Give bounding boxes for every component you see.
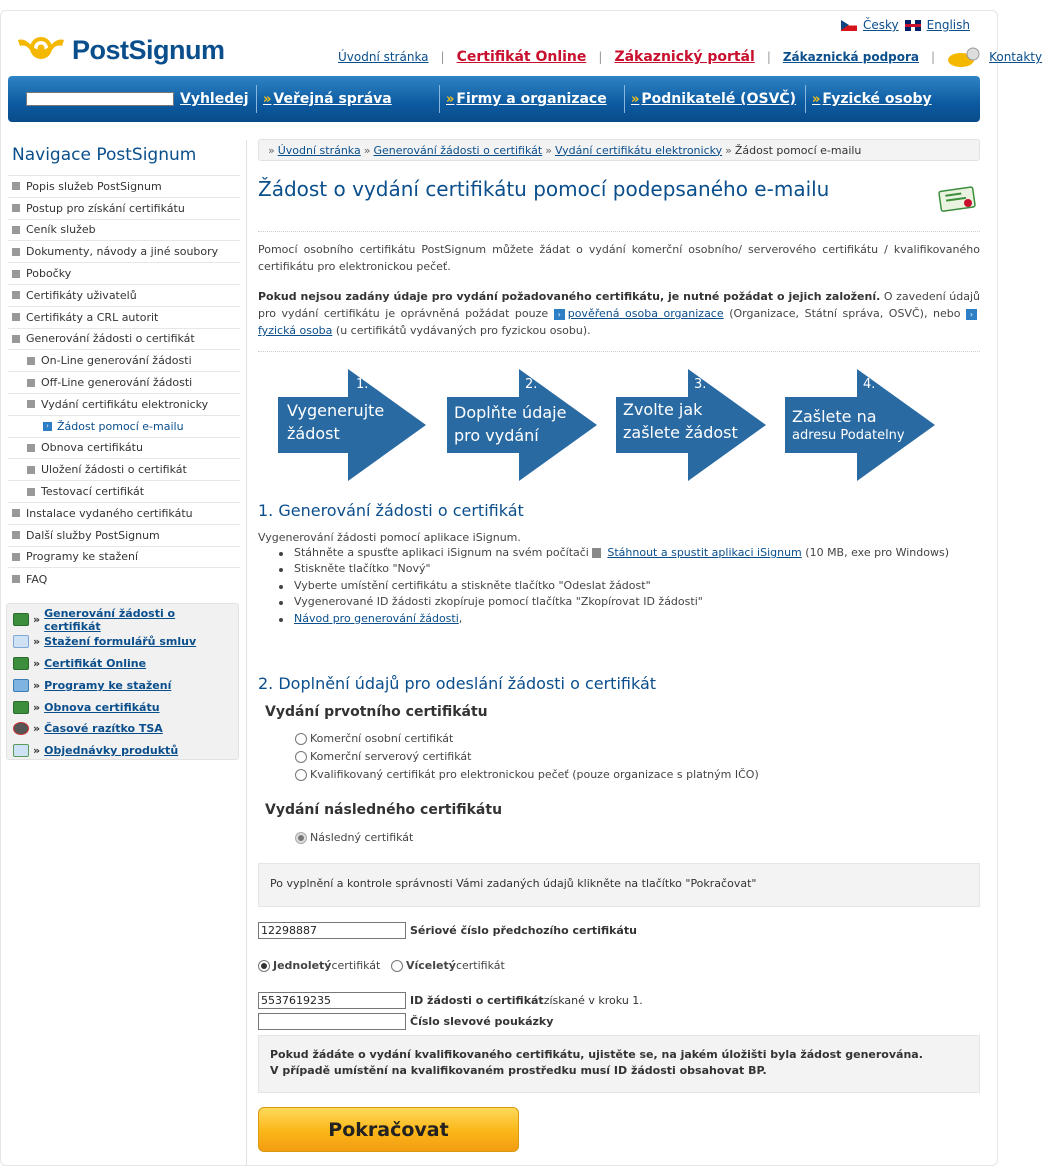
- bullet-icon: [27, 488, 35, 496]
- radio-one-year[interactable]: [258, 959, 380, 972]
- list-item: [276, 611, 949, 627]
- request-id-field: [258, 992, 643, 1009]
- quick-links-box: [6, 603, 239, 760]
- nav-label: Dokumenty, návody a jiné soubory: [26, 245, 219, 259]
- intro-text: Pomocí osobního certifikátu PostSignum můžete žádat o vydání komerční osobního/ serverového certifikátu / kvalifikovaného certifikátu pro elektronickou pečeť.: [258, 243, 980, 273]
- download-icon: [592, 548, 601, 558]
- customer-support-link[interactable]: Zákaznická podpora: [782, 50, 920, 64]
- left-navigation-title: Navigace PostSignum: [8, 140, 240, 176]
- breadcrumb-link[interactable]: Vydání certifikátu elektronicky: [554, 143, 723, 157]
- radio-subsequent[interactable]: [295, 831, 413, 844]
- bullet-icon: [12, 553, 20, 561]
- natural-person-link[interactable]: fyzická osoba: [258, 324, 333, 337]
- radio-label-bold: Víceletý: [406, 959, 456, 972]
- process-steps: [278, 369, 938, 481]
- radio-button-selected[interactable]: [295, 832, 307, 844]
- nav-label: Popis služeb PostSignum: [26, 179, 162, 193]
- bullet-icon: [27, 379, 35, 387]
- radio-label-bold: Jednoletý: [273, 959, 332, 972]
- notice-part: (Organizace, Státní správa, OSVČ), nebo: [723, 307, 966, 320]
- step-text: žádost: [287, 424, 340, 443]
- bullet-icon: [12, 335, 20, 343]
- serial-number-input[interactable]: [258, 922, 406, 939]
- breadcrumb-separator: »: [268, 143, 275, 157]
- nav-subitem[interactable]: [8, 459, 240, 481]
- nav-label: Certifikáty a CRL autorit: [26, 310, 159, 324]
- step-number: 2.: [525, 377, 538, 392]
- czech-flag-icon: [841, 20, 857, 31]
- list-item: Vyberte umístění certifikátu a stiskněte tlačítko "Odeslat žádost": [276, 578, 949, 594]
- voucher-input[interactable]: [258, 1013, 406, 1030]
- search-button[interactable]: Vyhledej: [180, 91, 249, 107]
- nav-item[interactable]: [8, 329, 240, 351]
- step-text: Zvolte jak: [623, 400, 703, 419]
- breadcrumb-separator: »: [725, 143, 732, 157]
- section-1-heading: 1. Generování žádosti o certifikát: [258, 501, 524, 520]
- menu-item-entrepreneurs[interactable]: [625, 85, 805, 113]
- english-flag-icon: [905, 20, 921, 31]
- menu-item-public-administration[interactable]: [257, 85, 439, 113]
- orders-icon: [13, 744, 29, 757]
- section-2-heading: 2. Doplnění údajů pro odeslání žádosti o certifikát: [258, 674, 657, 693]
- serial-field: [258, 922, 637, 939]
- horn-logo-icon: [16, 34, 66, 66]
- cert-online-link[interactable]: Certifikát Online: [456, 49, 587, 65]
- quick-link-label[interactable]: Certifikát Online: [44, 656, 147, 670]
- nav-label: Žádost pomocí e-mailu: [57, 419, 184, 433]
- notice-text: [258, 288, 980, 339]
- serial-number-label: Sériové číslo předchozího certifikátu: [410, 924, 637, 937]
- quick-link-label[interactable]: Obnova certifikátu: [44, 700, 160, 714]
- step-2: [447, 369, 597, 481]
- separator: |: [440, 50, 445, 64]
- radio-button[interactable]: [295, 751, 307, 763]
- guide-link[interactable]: Návod pro generování žádosti: [294, 611, 459, 625]
- request-id-hint: získané v kroku 1.: [543, 994, 643, 1007]
- step-text: pro vydání: [454, 426, 539, 445]
- nav-label: Další služby PostSignum: [26, 528, 160, 542]
- nav-label: Ceník služeb: [26, 223, 96, 237]
- nav-label: Postup pro získání certifikátu: [26, 201, 185, 215]
- list-text: ,: [458, 611, 463, 625]
- radio-label: Následný certifikát: [310, 831, 414, 844]
- request-id-input[interactable]: [258, 992, 406, 1009]
- step-4: [785, 369, 935, 481]
- list-item: Vygenerované ID žádosti zkopíruje pomocí tlačítka "Zkopírovat ID žádosti": [276, 594, 949, 610]
- quick-link-label[interactable]: Programy ke stažení: [44, 678, 172, 692]
- next-cert-heading: Vydání následného certifikátu: [265, 802, 503, 818]
- bullet-icon: [27, 400, 35, 408]
- separator: |: [766, 50, 771, 64]
- info-box: [258, 863, 980, 907]
- warning-text: Pokud žádáte o vydání kvalifikovaného certifikátu, ujistěte se, na jakém úložišti byla žádost generována.: [270, 1048, 923, 1061]
- warning-text: V případě umístění na kvalifikovaném prostředku musí ID žádosti obsahovat BP.: [270, 1064, 767, 1077]
- main-menu-bar: [8, 76, 980, 122]
- breadcrumb-link[interactable]: Úvodní stránka: [277, 143, 361, 157]
- nav-item[interactable]: [8, 176, 240, 198]
- main-content: [258, 139, 980, 1141]
- quick-link-label[interactable]: Objednávky produktů: [44, 744, 179, 758]
- left-navigation: [8, 140, 240, 590]
- bullet-icon: [12, 248, 20, 256]
- step-text: Vygenerujte: [287, 401, 385, 420]
- contacts-link[interactable]: Kontakty: [989, 50, 1042, 64]
- voucher-label: Číslo slevové poukázky: [410, 1015, 554, 1028]
- separator: |: [931, 50, 936, 64]
- notice-part: O zavedení údajů pro vydání certifikátu je oprávněná požádat pouze: [258, 290, 980, 320]
- bullet-icon: [27, 466, 35, 474]
- quick-link[interactable]: [13, 696, 232, 718]
- radio-button-selected[interactable]: [258, 960, 270, 972]
- radio-label: Kvalifikovaný certifikát pro elektronickou pečeť (pouze organizace s platným IČO): [310, 768, 759, 781]
- nav-label: Uložení žádosti o certifikát: [41, 463, 187, 477]
- quick-marker: »: [33, 700, 41, 714]
- breadcrumb-current: Žádost pomocí e-mailu: [734, 143, 862, 157]
- nav-label: Instalace vydaného certifikátu: [26, 506, 193, 520]
- quick-marker: »: [33, 613, 41, 627]
- quick-marker: »: [33, 656, 41, 670]
- bullet-icon: [12, 291, 20, 299]
- arrow-right-icon: ›: [966, 309, 977, 320]
- info-text: Po vyplnění a kontrole správnosti Vámi zadaných údajů klikněte na tlačítko "Pokračovat": [270, 877, 757, 890]
- menu-item-label: Podnikatelé (OSVČ): [641, 91, 797, 107]
- step-number: 4.: [863, 377, 876, 392]
- chevron-right-icon: »: [263, 91, 272, 107]
- separator: |: [598, 50, 603, 64]
- menu-item-companies[interactable]: [440, 85, 624, 113]
- quick-link[interactable]: [13, 740, 232, 762]
- chevron-right-icon: »: [812, 91, 821, 107]
- step-number: 1.: [356, 377, 369, 392]
- nav-subitem[interactable]: [8, 350, 240, 372]
- list-item: Stiskněte tlačítko "Nový": [276, 561, 949, 577]
- search-input[interactable]: [26, 92, 174, 106]
- nav-subitem-active[interactable]: [8, 416, 240, 438]
- quick-link-label[interactable]: Stažení formulářů smluv: [44, 635, 197, 649]
- bullet-icon: [12, 575, 20, 583]
- nav-item[interactable]: [8, 503, 240, 525]
- divider: [258, 231, 980, 232]
- nav-label: FAQ: [26, 572, 48, 586]
- nav-label: Pobočky: [26, 267, 72, 281]
- arrow-right-icon: ›: [43, 422, 52, 431]
- nav-item[interactable]: [8, 285, 240, 307]
- breadcrumb: [258, 139, 980, 161]
- contacts-icon: [947, 46, 983, 68]
- notice-bold: Pokud nejsou zadány údaje pro vydání požadovaného certifikátu, je nutné požádat o jejich založení.: [258, 290, 881, 303]
- notice-part: (u certifikátů vydávaných pro fyzickou osobu).: [332, 324, 591, 337]
- quick-link[interactable]: [13, 631, 232, 653]
- home-link[interactable]: Úvodní stránka: [338, 50, 429, 64]
- nav-label: Vydání certifikátu elektronicky: [41, 397, 209, 411]
- step-1: [278, 369, 428, 481]
- certificate-icon: [13, 657, 29, 670]
- list-text: Stáhněte a spusťte aplikaci iSignum na svém počítači: [294, 546, 593, 559]
- step-text: Zašlete na: [792, 407, 877, 426]
- quick-link[interactable]: [13, 674, 232, 696]
- step-3: [616, 369, 766, 481]
- nav-item[interactable]: [8, 220, 240, 242]
- postsignum-logo[interactable]: [16, 34, 225, 66]
- radio-label: certifikát: [455, 959, 505, 972]
- top-navigation: [338, 46, 1042, 68]
- timestamp-icon: [13, 722, 29, 735]
- chevron-right-icon: »: [631, 91, 640, 107]
- nav-item[interactable]: [8, 525, 240, 547]
- first-cert-heading: Vydání prvotního certifikátu: [265, 704, 488, 720]
- lang-english-link[interactable]: English: [926, 18, 970, 32]
- nav-label: Obnova certifikátu: [41, 441, 143, 455]
- warning-box: [258, 1035, 980, 1093]
- quick-marker: »: [33, 635, 41, 649]
- quick-link[interactable]: [13, 606, 232, 633]
- radio-label: certifikát: [331, 959, 381, 972]
- bullet-icon: [27, 357, 35, 365]
- continue-button[interactable]: Pokračovat: [258, 1107, 519, 1152]
- language-switch: [841, 18, 970, 32]
- nav-item[interactable]: [8, 263, 240, 285]
- column-divider: [246, 140, 247, 1166]
- menu-item-label: Veřejná správa: [273, 91, 392, 107]
- breadcrumb-separator: »: [363, 143, 371, 157]
- arrow-right-icon: ›: [554, 309, 565, 320]
- quick-link[interactable]: [13, 718, 232, 740]
- menu-item-label: Fyzické osoby: [822, 91, 932, 107]
- request-id-label: ID žádosti o certifikát: [410, 994, 544, 1007]
- bullet-icon: [12, 182, 20, 190]
- radio-button[interactable]: [295, 733, 307, 745]
- radio-label: Komerční serverový certifikát: [310, 750, 472, 763]
- lang-czech-link[interactable]: Česky: [863, 18, 899, 32]
- certificate-icon: [938, 183, 978, 211]
- quick-link-label[interactable]: Časové razítko TSA: [44, 722, 163, 736]
- step-number: 3.: [694, 377, 707, 392]
- menu-item-individuals[interactable]: [806, 85, 956, 113]
- bullet-icon: [12, 204, 20, 212]
- quick-marker: »: [33, 678, 41, 692]
- step-text: zašlete žádost: [623, 423, 738, 442]
- nav-label: On-Line generování žádosti: [41, 354, 192, 368]
- radio-multi-year[interactable]: [391, 959, 505, 972]
- programs-icon: [13, 679, 29, 692]
- nav-item[interactable]: [8, 547, 240, 569]
- authorized-person-link[interactable]: pověřená osoba organizace: [567, 307, 724, 320]
- nav-label: Certifikáty uživatelů: [26, 288, 137, 302]
- voucher-field: [258, 1013, 553, 1030]
- step-text: adresu Podatelny: [792, 428, 905, 443]
- bullet-icon: [12, 226, 20, 234]
- radio-commercial-personal[interactable]: [295, 732, 453, 745]
- nav-label: Testovací certifikát: [41, 485, 145, 499]
- logo-text: PostSignum: [72, 34, 225, 65]
- radio-label: Komerční osobní certifikát: [310, 732, 454, 745]
- nav-item[interactable]: [8, 198, 240, 220]
- bullet-icon: [12, 313, 20, 321]
- contacts: [947, 46, 1042, 68]
- divider: [258, 351, 980, 352]
- radio-qualified-seal[interactable]: [295, 768, 759, 781]
- quick-marker: »: [33, 744, 41, 758]
- bullet-icon: [12, 509, 20, 517]
- step-text: Doplňte údaje: [454, 403, 567, 422]
- list-text: (10 MB, exe pro Windows): [801, 546, 949, 559]
- list-item: [276, 545, 949, 561]
- page-title: Žádost o vydání certifikátu pomocí podepsaného e-mailu: [258, 177, 830, 201]
- nav-item[interactable]: [8, 241, 240, 263]
- nav-subitem[interactable]: [8, 438, 240, 460]
- menu-item-label: Firmy a organizace: [456, 91, 607, 107]
- nav-label: Programy ke stažení: [26, 550, 139, 564]
- breadcrumb-link[interactable]: Generování žádosti o certifikát: [373, 143, 543, 157]
- bullet-icon: [12, 270, 20, 278]
- radio-commercial-server[interactable]: [295, 750, 471, 763]
- quick-marker: »: [33, 722, 41, 736]
- renew-certificate-icon: [13, 701, 29, 714]
- nav-item[interactable]: [8, 307, 240, 329]
- nav-item[interactable]: [8, 568, 240, 590]
- certificate-icon: [13, 613, 29, 626]
- nav-subitem[interactable]: [8, 394, 240, 416]
- documents-icon: [13, 635, 29, 648]
- radio-button[interactable]: [295, 769, 307, 781]
- chevron-right-icon: »: [446, 91, 455, 107]
- nav-subitem[interactable]: [8, 372, 240, 394]
- nav-label: Off-Line generování žádosti: [41, 376, 193, 390]
- quick-link-label[interactable]: Generování žádosti o certifikát: [44, 606, 176, 633]
- quick-link[interactable]: [13, 653, 232, 675]
- section-1-lead: Vygenerování žádosti pomocí aplikace iSignum.: [258, 531, 521, 544]
- download-isignum-link[interactable]: Stáhnout a spustit aplikaci iSignum: [607, 546, 802, 559]
- bullet-icon: [27, 444, 35, 452]
- nav-subitem[interactable]: [8, 481, 240, 503]
- section-1-list: [276, 545, 949, 627]
- radio-button[interactable]: [391, 960, 403, 972]
- breadcrumb-separator: »: [545, 143, 552, 157]
- customer-portal-link[interactable]: Zákaznický portál: [614, 49, 755, 65]
- bullet-icon: [12, 531, 20, 539]
- nav-label: Generování žádosti o certifikát: [26, 332, 195, 346]
